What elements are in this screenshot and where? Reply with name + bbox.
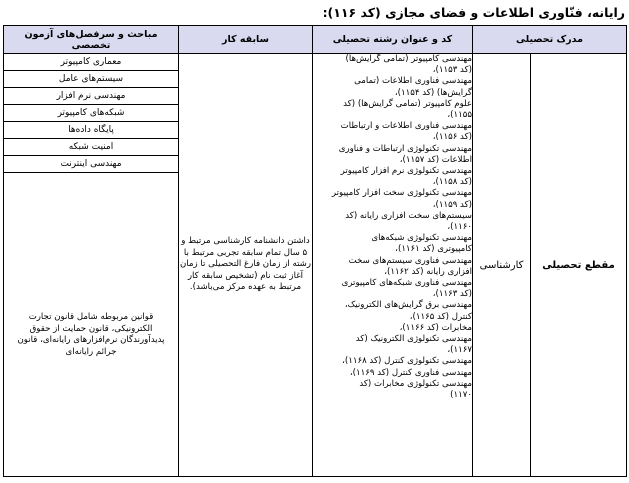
major-line: گرایش‌ها) (کد ۱۱۵۴)،	[394, 87, 472, 98]
major-line: اطلاعات (کد ۱۱۵۷)،	[399, 154, 472, 165]
major-line: مهندسی تکنولوژی شبکه‌های	[371, 233, 472, 244]
major-line: (کد ۱۱۵۶)،	[432, 132, 472, 143]
major-line: مهندسی فناوری اطلاعات و ارتباطات	[340, 121, 472, 132]
major-line: ۱۱۵۵)،	[447, 110, 472, 121]
topics-cell	[4, 54, 179, 477]
body-row	[4, 54, 627, 477]
header-reshte: کد و عنوان رشته تحصیلی	[313, 26, 473, 54]
header-sabeghe: سابقه کار	[179, 26, 313, 54]
major-line: افزاری رایانه (کد ۱۱۶۲)،	[384, 266, 472, 277]
major-line: مهندسی فناوری اطلاعات (تمامی	[354, 76, 472, 87]
major-line: (کد ۱۱۵۹)،	[432, 199, 472, 210]
major-line: کامپیوتری (کد ۱۱۶۱)،	[395, 244, 472, 255]
topic-item: شبکه‌های کامپیوتر	[4, 105, 178, 122]
maqta-cell: مقطع تحصیلی	[531, 54, 627, 477]
header-mabahes: مباحث و سرفصل‌های آزمون تخصصی	[4, 26, 179, 54]
major-line: ۱۱۶۷)،	[447, 345, 472, 356]
major-line: ۱۱۶۰)،	[447, 222, 472, 233]
major-line: کنترل (کد ۱۱۶۵)،	[409, 311, 472, 322]
header-row	[4, 26, 627, 54]
topic-item: سیستم‌های عامل	[4, 71, 178, 88]
major-line: مهندسی تکنولوژی ارتباطات و فناوری	[338, 143, 472, 154]
major-line: ۱۱۷۰)	[450, 390, 472, 401]
topics-list	[4, 54, 178, 173]
topic-item: مهندسی اینترنت	[4, 156, 178, 173]
major-line: (کد ۱۱۵۸)،	[432, 177, 472, 188]
major-line: مهندسی کامپیوتر (تمامی گرایش‌ها)	[345, 54, 472, 64]
major-line: مهندسی تکنولوژی کنترل (کد ۱۱۶۸)،	[342, 356, 472, 367]
section-title: رایانه، فنّاوری اطلاعات و فضای مجازی (کد ۱۱۶):	[322, 5, 625, 20]
major-line: مهندسی تکنولوژی نرم افزار کامپیوتر	[340, 166, 472, 177]
major-line: مهندسی برق گرایش‌های الکترونیک،	[344, 300, 472, 311]
major-line: مهندسی تکنولوژی مخابرات (کد	[359, 378, 472, 389]
major-line: (کد ۱۱۶۳)،	[432, 289, 472, 300]
major-line: مهندسی تکنولوژی الکترونیک (کد	[355, 334, 472, 345]
requirements-table	[3, 25, 627, 477]
header-madrak: مدرک تحصیلی	[473, 26, 627, 54]
majors-cell	[313, 54, 473, 477]
madrak-cell: کارشناسی	[473, 54, 531, 477]
major-line: مخابرات (کد ۱۱۶۶)،	[399, 322, 472, 333]
topics-wrapper	[4, 54, 178, 476]
major-line: مهندسی فناوری سیستم‌های سخت	[348, 255, 472, 266]
topic-item: معماری کامپیوتر	[4, 54, 178, 71]
laws-text: قوانین مربوطه شامل قانون تجارت الکترونیکی، قانون حمایت از حقوق پدیدآورندگان نرم‌افزارهای رایانه‌ای، قانون جرائم رایانه‌ای	[17, 312, 165, 357]
topic-item: پایگاه داده‌ها	[4, 122, 178, 139]
topic-item: امنیت شبکه	[4, 139, 178, 156]
major-line: مهندسی فناوری شبکه‌های کامپیوتری	[341, 278, 472, 289]
experience-cell: داشتن دانشنامه کارشناسی مرتبط و ۵ سال تمام سابقه تجربی مرتبط با رشته از زمان فارغ التحصیلی تا زمان آغاز ثبت نام (تشخیص سابقه کار مرتبط به عهده مرکز می‌باشد).	[179, 54, 313, 477]
major-line: سیستم‌های سخت افزاری رایانه (کد	[345, 210, 472, 221]
major-line: علوم کامپیوتر (تمامی گرایش‌ها) (کد	[343, 98, 472, 109]
major-line: مهندسی فناوری کنترل (کد ۱۱۶۹)،	[349, 367, 472, 378]
topic-item: مهندسی نرم افزار	[4, 88, 178, 105]
majors-list	[313, 54, 472, 401]
major-line: (کد ۱۱۵۳)،	[432, 65, 472, 76]
major-line: مهندسی تکنولوژی سخت افزار کامپیوتر	[331, 188, 472, 199]
